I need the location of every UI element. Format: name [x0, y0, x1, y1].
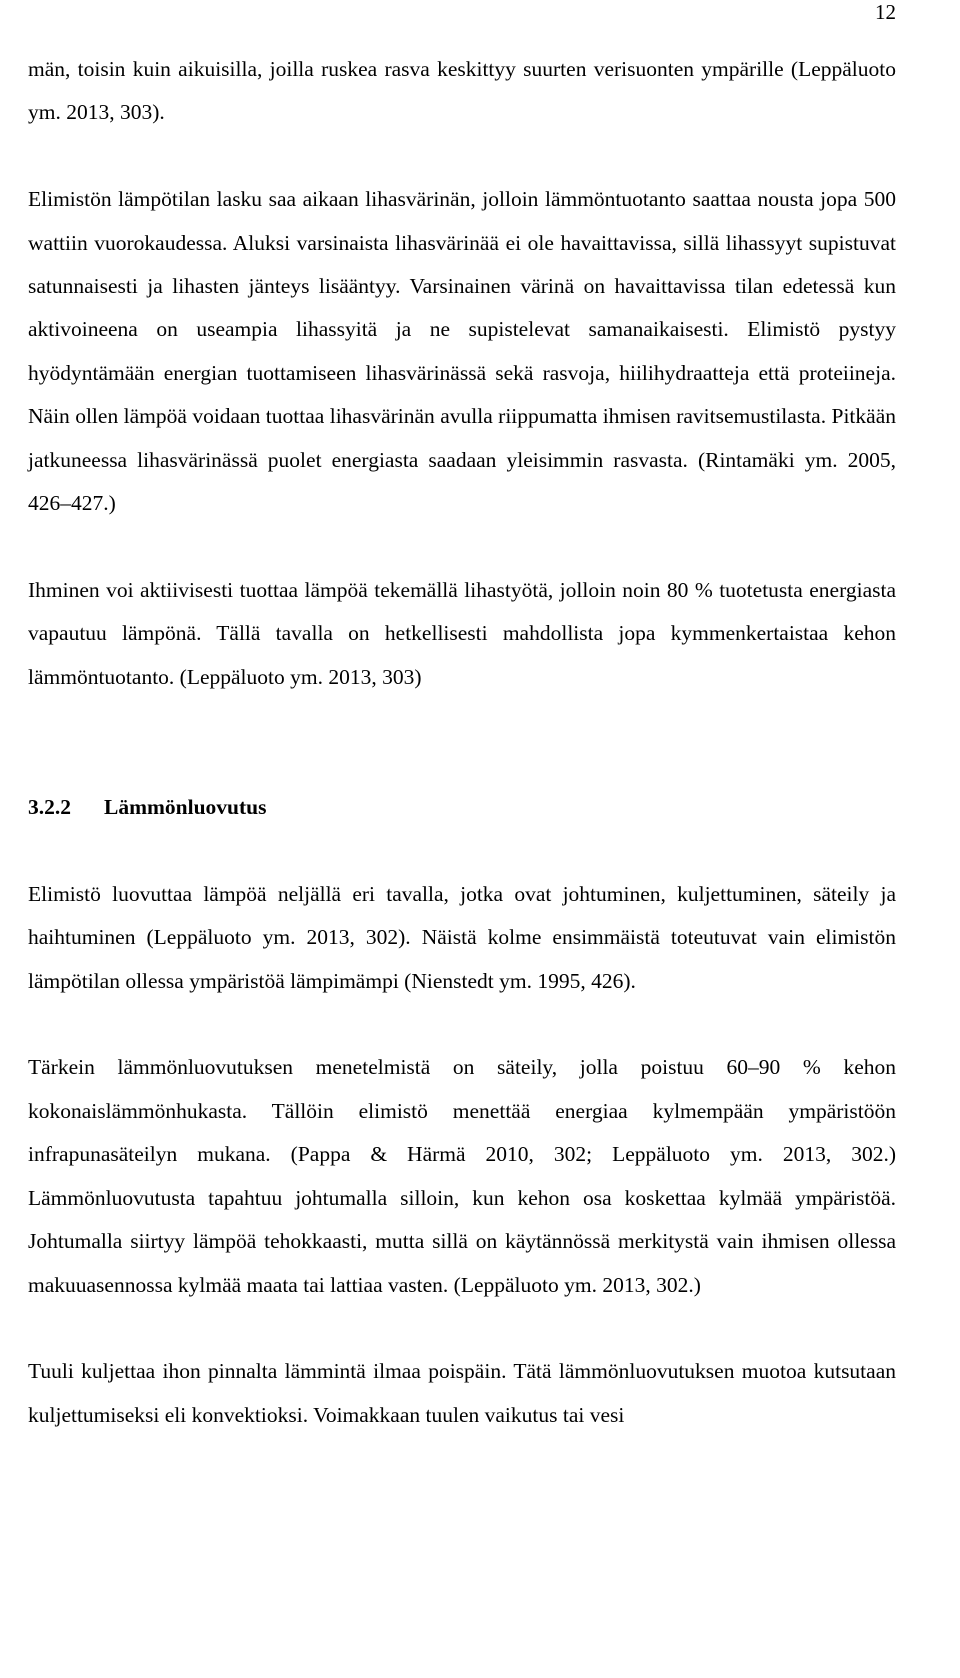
- section-heading: [28, 786, 896, 829]
- paragraph-muscle-work: Ihminen voi aktiivisesti tuottaa lämpöä tekemällä lihastyötä, jolloin noin 80 % tuotetusta energiasta vapautuu lämpönä. Tällä tavalla on hetkellisesti mahdollista jopa kymmenkertaistaa kehon lämmöntuotanto. (Leppäluoto ym. 2013, 303): [28, 577, 896, 689]
- paragraph-continuation: män, toisin kuin aikuisilla, joilla ruskea rasva keskittyy suurten verisuonten ympärille (Leppäluoto ym. 2013, 303).: [28, 57, 896, 125]
- section-title: Lämmönluovutus: [104, 795, 267, 820]
- page-number: 12: [875, 0, 896, 24]
- document-body: [28, 48, 896, 1437]
- paragraph-shivering: Elimistön lämpötilan lasku saa aikaan lihasvärinän, jolloin lämmöntuotanto saattaa nousta jopa 500 wattiin vuorokaudessa. Aluksi varsinaista lihasvärinää ei ole havaittavissa, sillä lihassyyt supistuvat satunnaisesti ja lihasten jänteys lisääntyy. Varsinainen värinä on havaittavissa tilan edetessä kun aktivoineena on useampia lihassyitä ja ne supistelevat samanaikaisesti. Elimistö pystyy hyödyntämään energian tuottamiseen lihasvärinässä sekä rasvoja, hiilihydraatteja että proteiineja. Näin ollen lämpöä voidaan tuottaa lihasvärinän avulla riippumatta ihmisen ravitsemustilasta. Pitkään jatkuneessa lihasvärinässä puolet energiasta saadaan yleisimmin rasvasta. (Rintamäki ym. 2005, 426–427.): [28, 187, 896, 516]
- paragraph-convection: Tuuli kuljettaa ihon pinnalta lämmintä ilmaa poispäin. Tätä lämmönluovutuksen muotoa kutsutaan kuljettumiseksi eli konvektioksi. Voimakkaan tuulen vaikutus tai vesi: [28, 1359, 896, 1427]
- section-number: 3.2.2: [28, 795, 71, 820]
- paragraph-radiation: Tärkein lämmönluovutuksen menetelmistä on säteily, jolla poistuu 60–90 % kehon kokonaislämmönhukasta. Tällöin elimistö menettää energiaa kylmempään ympäristöön infrapunasäteilyn mukana. (Pappa & Härmä 2010, 302; Leppäluoto ym. 2013, 302.) Lämmönluovutusta tapahtuu johtumalla silloin, kun kehon osa koskettaa kylmää ympäristöä. Johtumalla siirtyy lämpöä tehokkaasti, mutta sillä on käytännössä merkitystä vain ihmisen ollessa makuuasennossa kylmää maata tai lattiaa vasten. (Leppäluoto ym. 2013, 302.): [28, 1055, 896, 1297]
- paragraph-heat-loss-methods: Elimistö luovuttaa lämpöä neljällä eri tavalla, jotka ovat johtuminen, kuljettuminen, säteily ja haihtuminen (Leppäluoto ym. 2013, 302). Näistä kolme ensimmäistä toteutuvat vain elimistön lämpötilan ollessa ympäristöä lämpimämpi (Nienstedt ym. 1995, 426).: [28, 881, 896, 993]
